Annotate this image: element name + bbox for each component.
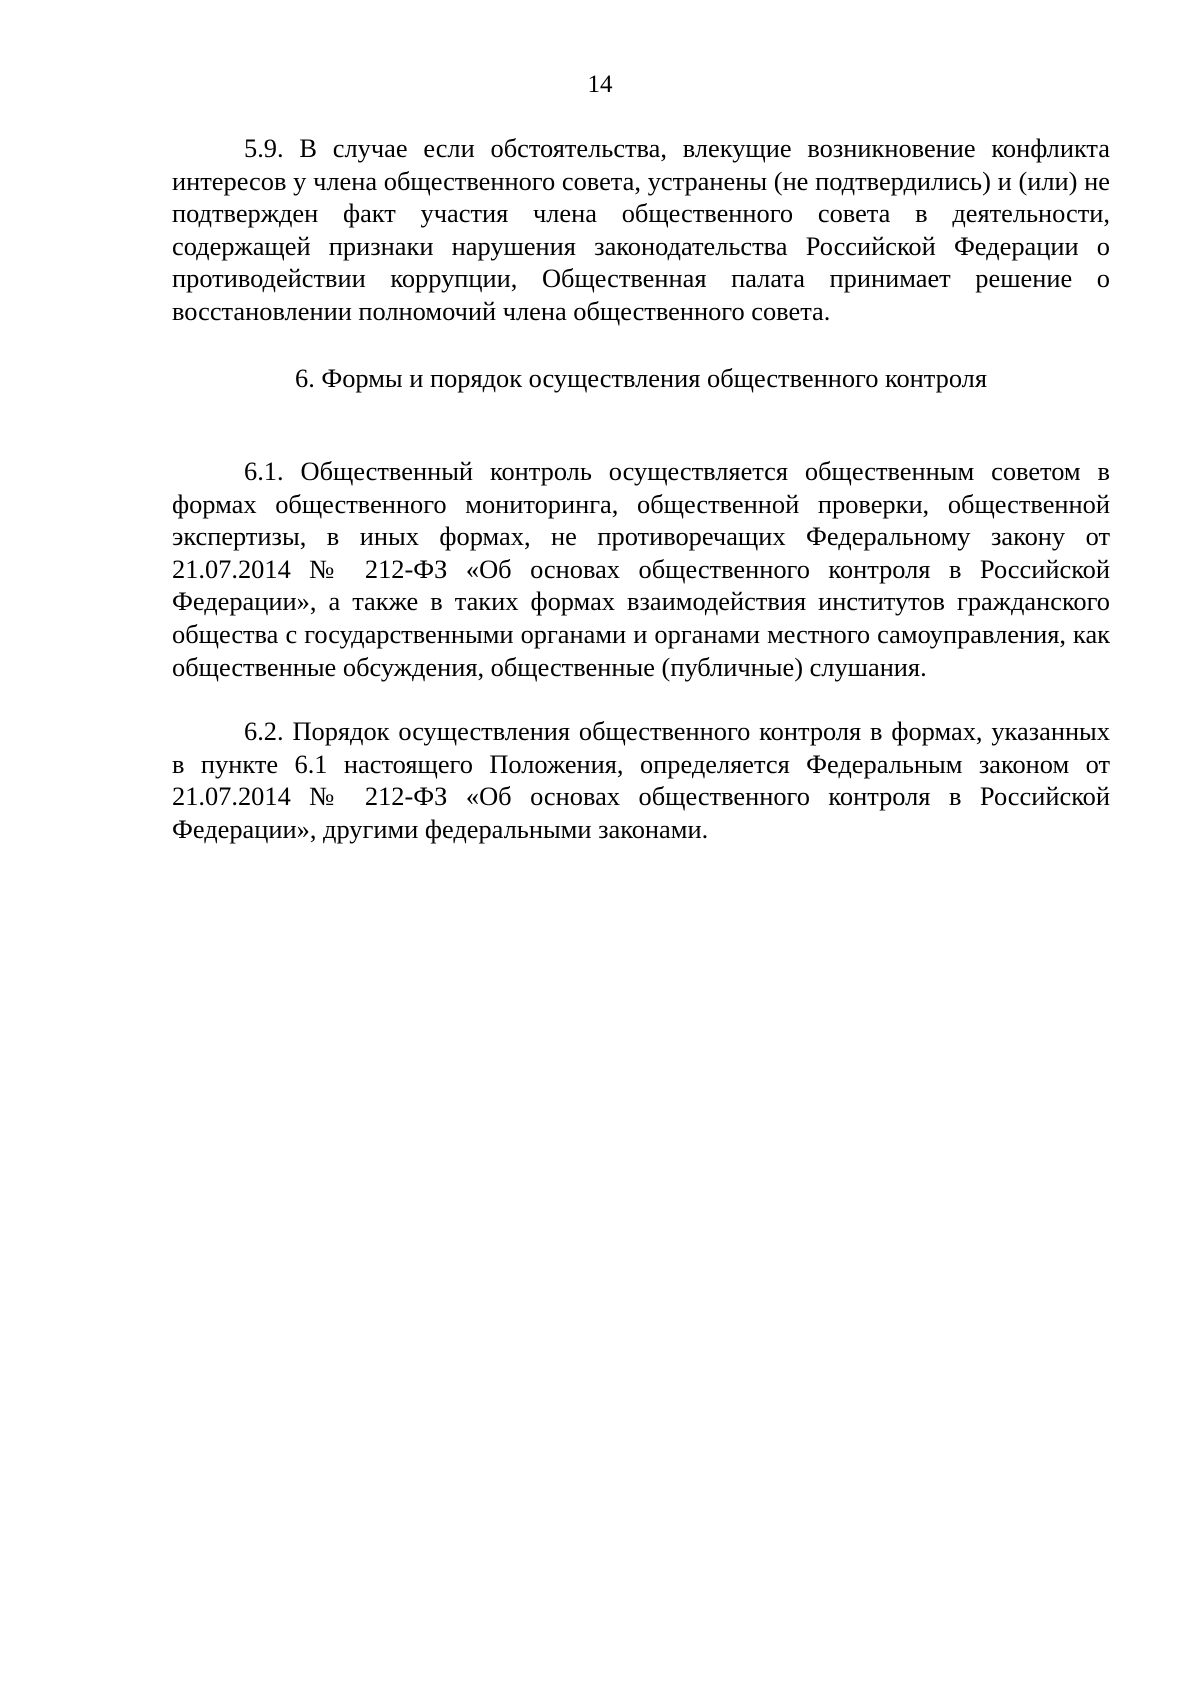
paragraph-6-2: 6.2. Порядок осуществления общественного контроля в формах, указанных в пункте 6.1 настоящего Положения, определяется Федеральным законом от 21.07.2014 № 212-ФЗ «Об основах общественного контроля в Российской Федерации», другими федеральными законами.: [172, 716, 1110, 844]
page-number: 14: [587, 71, 613, 98]
paragraph-6-1: 6.1. Общественный контроль осуществляется общественным советом в формах общественного мониторинга, общественной проверки, общественной экспертизы, в иных формах, не противоречащих Федеральному закону от 21.07.2014 № 212-ФЗ «Об основах общественного контроля в Российской Федерации», а также в таких формах взаимодействия институтов гражданского общества с государственными органами и органами местного самоуправления, как общественные обсуждения, общественные (публичные) слушания.: [172, 456, 1110, 682]
section-heading-6: 6. Формы и порядок осуществления общественного контроля: [295, 363, 987, 393]
paragraph-5-9: 5.9. В случае если обстоятельства, влекущие возникновение конфликта интересов у члена общественного совета, устранены (не подтвердились) и (или) не подтвержден факт участия члена общественного совета в деятельности, содержащей признаки нарушения законодательства Российской Федерации о противодействии коррупции, Общественная палата принимает решение о восстановлении полномочий члена общественного совета.: [172, 133, 1110, 326]
